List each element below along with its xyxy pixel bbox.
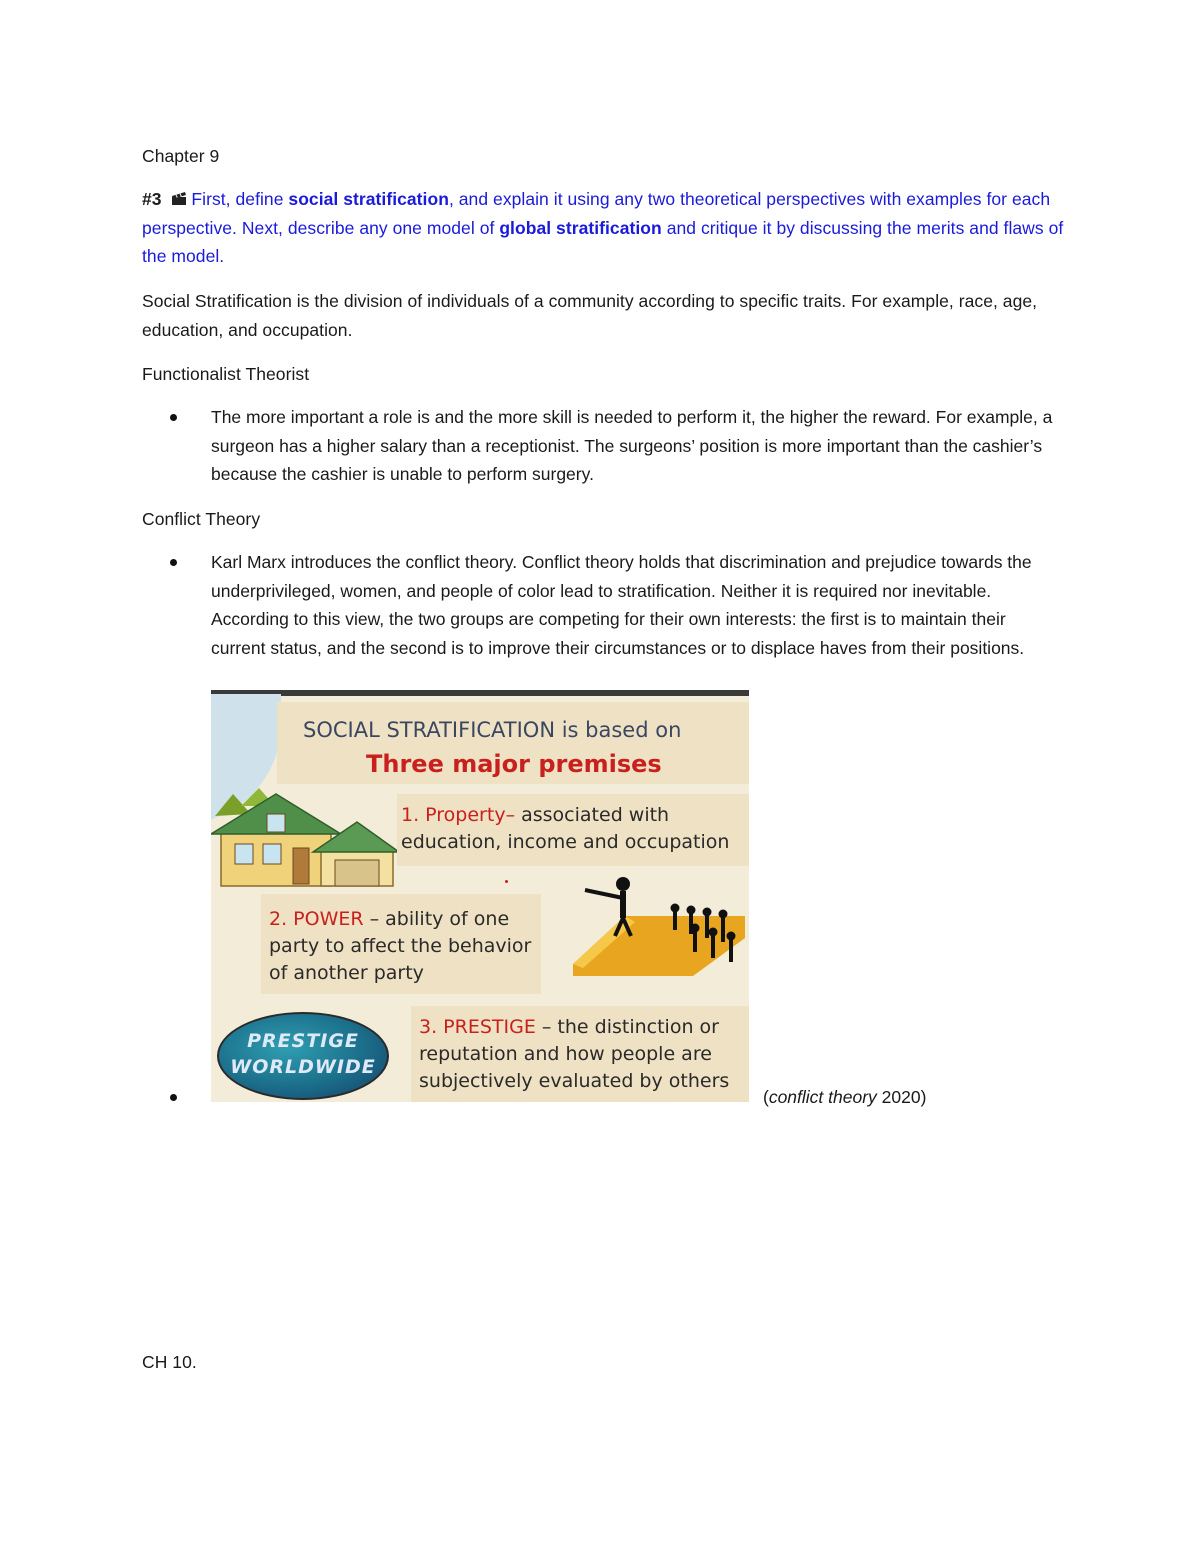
clapperboard-icon	[171, 186, 187, 200]
prestige-worldwide-logo: PRESTIGE WORLDWIDE	[217, 1012, 389, 1100]
next-chapter-heading: CH 10.	[142, 1352, 197, 1372]
functionalist-heading: Functionalist Theorist	[142, 364, 310, 384]
image-citation: (conflict theory 2020)	[763, 1087, 927, 1107]
leader-followers-icon	[565, 876, 749, 984]
house-icon	[211, 786, 401, 890]
infographic-title: SOCIAL STRATIFICATION is based on	[303, 718, 682, 742]
stratification-infographic: SOCIAL STRATIFICATION is based on Three major premises 1. Property– associated with education, income and occupation 2. POWER – ability of one party to affect the behavior of another party 3. PRESTIGE – the distinction or reputation and how people are subjectively evaluated by others PRESTIGE WORLDWIDE	[211, 690, 749, 1102]
infographic-subtitle: Three major premises	[366, 750, 662, 778]
term-social-stratification: social stratification	[288, 189, 449, 209]
bullet-icon	[170, 559, 177, 566]
functionalist-bullet-text: The more important a role is and the more skill is needed to perform it, the higher the reward. For example, a surgeon has a higher salary than a receptionist. The surgeons’ position is more important than the cashier’s because the cashier is unable to perform surgery.	[211, 407, 1053, 484]
item-property: 1. Property– associated with	[401, 804, 670, 826]
item-power: 2. POWER – ability of one	[269, 908, 510, 930]
definition-paragraph: Social Stratification is the division of individuals of a community according to specific traits. For example, race, age, education, and occupation.	[142, 291, 1038, 340]
bullet-icon	[170, 1094, 177, 1101]
conflict-bullet-text: Karl Marx introduces the conflict theory. Conflict theory holds that discrimination and prejudice towards the underprivileged, women, and people of color lead to stratification. Neither it is required nor inevitable. According to this view, the two groups are competing for their own interests: the first is to maintain their current status, and the second is to improve their circumstances or to displace haves from their positions.	[211, 552, 1032, 658]
question-prompt: #3 First, define social stratification, and explain it using any two theoretical perspectives with examples for each perspective. Next, describe any one model of global stratification and critique it by discussing the merits and flaws of the model.	[142, 185, 1072, 271]
term-global-stratification: global stratification	[499, 217, 662, 238]
chapter-heading: Chapter 9	[142, 146, 220, 166]
bullet-icon	[170, 414, 177, 421]
item-prestige: 3. PRESTIGE – the distinction or	[419, 1016, 719, 1038]
conflict-heading: Conflict Theory	[142, 509, 261, 529]
question-number: #3	[142, 189, 162, 209]
